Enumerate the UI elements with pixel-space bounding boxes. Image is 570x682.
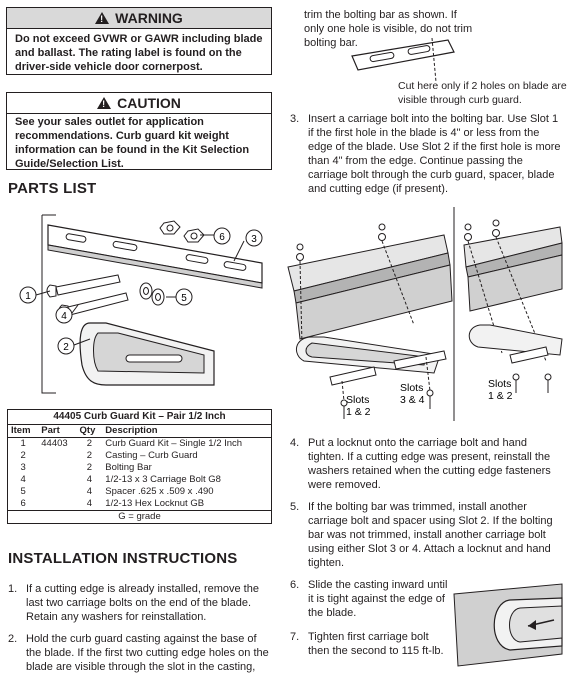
- installation-heading: INSTALLATION INSTRUCTIONS: [8, 550, 238, 567]
- step-1: 1. If a cutting edge is already installed, remove the last two carriage bolts on the end of the blade. Retain any washers for reinstallation.: [8, 583, 259, 623]
- caution-text: See your sales outlet for application recommendations. Curb guard kit weight information can be found in the Kit Selection Guide/Selection List.: [15, 116, 250, 170]
- parts-table-footer: G = grade: [8, 511, 272, 524]
- table-row: 5 4 Spacer .625 x .509 x .490: [20, 486, 214, 497]
- step-3: 3. Insert a carriage bolt into the bolting bar. Use Slot 1 if the first hole in the blade is 4" or less from the edge of the blade. Use Slot 2 if the first hole is more than 4" from the edge. Continue passing the carriage bolt through the curb guard, spacer, blade and cutting edge (if present).: [290, 113, 561, 195]
- slots-label-left-value: 1 & 2: [346, 406, 371, 418]
- step-2-continued: trim the bolting bar as shown. If only one hole is visible, do not trim bolting bar.: [304, 9, 473, 49]
- parts-table: [7, 409, 272, 524]
- table-row: 3 2 Bolting Bar: [20, 462, 152, 473]
- svg-text:6: 6: [219, 232, 225, 243]
- callout-4: [56, 307, 72, 323]
- step-2: 2. Hold the curb guard casting against the base of the blade. If the first two cutting edge holes on the blade are visible through the slot in the casting,: [8, 633, 269, 673]
- table-row: 2 2 Casting – Curb Guard: [20, 450, 198, 461]
- parts-diagram: [8, 205, 273, 405]
- warning-text: Do not exceed GVWR or GAWR including blade and ballast. The rating label is found on the driver-side vehicle door cornerpost.: [15, 33, 263, 73]
- col-qty: Qty: [77, 425, 103, 438]
- step-4: 4. Put a locknut onto the carriage bolt and hand tighten. If a cutting edge was present, reinstall the washers retained when the cutting edge fasteners were removed.: [290, 437, 551, 491]
- warning-title: WARNING: [115, 10, 183, 26]
- warning-box: [6, 7, 272, 75]
- casting-slide-diagram: [450, 580, 564, 670]
- col-description: Description: [102, 425, 271, 438]
- parts-list-heading: PARTS LIST: [8, 180, 97, 197]
- slots-label-mid-value: 3 & 4: [400, 394, 425, 406]
- svg-text:2: 2: [63, 342, 69, 353]
- caution-box: [6, 92, 272, 170]
- callout-5: [176, 289, 192, 305]
- slots-label-right-value: 1 & 2: [488, 390, 513, 402]
- col-part: Part: [38, 425, 76, 438]
- table-row: 4 4 1/2-13 x 3 Carriage Bolt G8: [20, 474, 221, 485]
- svg-text:1: 1: [25, 291, 31, 302]
- col-item: Item: [8, 425, 39, 438]
- caution-header: [7, 93, 271, 114]
- installation-diagram: [284, 205, 566, 425]
- svg-text:5: 5: [181, 293, 187, 304]
- warning-header: [7, 8, 271, 29]
- step-7: 7. Tighten first carriage bolt then the second to 115 ft-lb.: [290, 631, 444, 657]
- caution-icon: [97, 97, 111, 109]
- warning-icon: [95, 12, 109, 24]
- callout-2: [58, 338, 74, 354]
- cut-note: Cut here only if 2 holes on blade are visible through curb guard.: [398, 80, 567, 106]
- table-row: 1 44403 2 Curb Guard Kit – Single 1/2 Inch: [20, 438, 243, 449]
- step-5: 5. If the bolting bar was trimmed, install another carriage bolt and spacer using Slot 2. If the bolting bar was not trimmed, install another carriage bolt using either Slot 3 or 4. Attach a locknut and hand tighten.: [290, 501, 553, 569]
- slots-label-mid: Slots: [400, 382, 424, 394]
- callout-1: [20, 287, 36, 303]
- table-row: 6 4 1/2-13 Hex Locknut GB: [20, 498, 205, 509]
- svg-text:4: 4: [61, 311, 67, 322]
- step-6: 6. Slide the casting inward until it is tight against the edge of the blade.: [290, 579, 448, 619]
- slots-label-right: Slots: [488, 378, 512, 390]
- slots-label-left: Slots: [346, 394, 370, 406]
- parts-table-title: 44405 Curb Guard Kit – Pair 1/2 Inch: [8, 410, 272, 425]
- svg-text:3: 3: [251, 234, 257, 245]
- callout-6: [214, 228, 230, 244]
- bolting-bar-trim-diagram: [350, 38, 460, 82]
- caution-title: CAUTION: [117, 95, 181, 111]
- callout-3: [246, 230, 262, 246]
